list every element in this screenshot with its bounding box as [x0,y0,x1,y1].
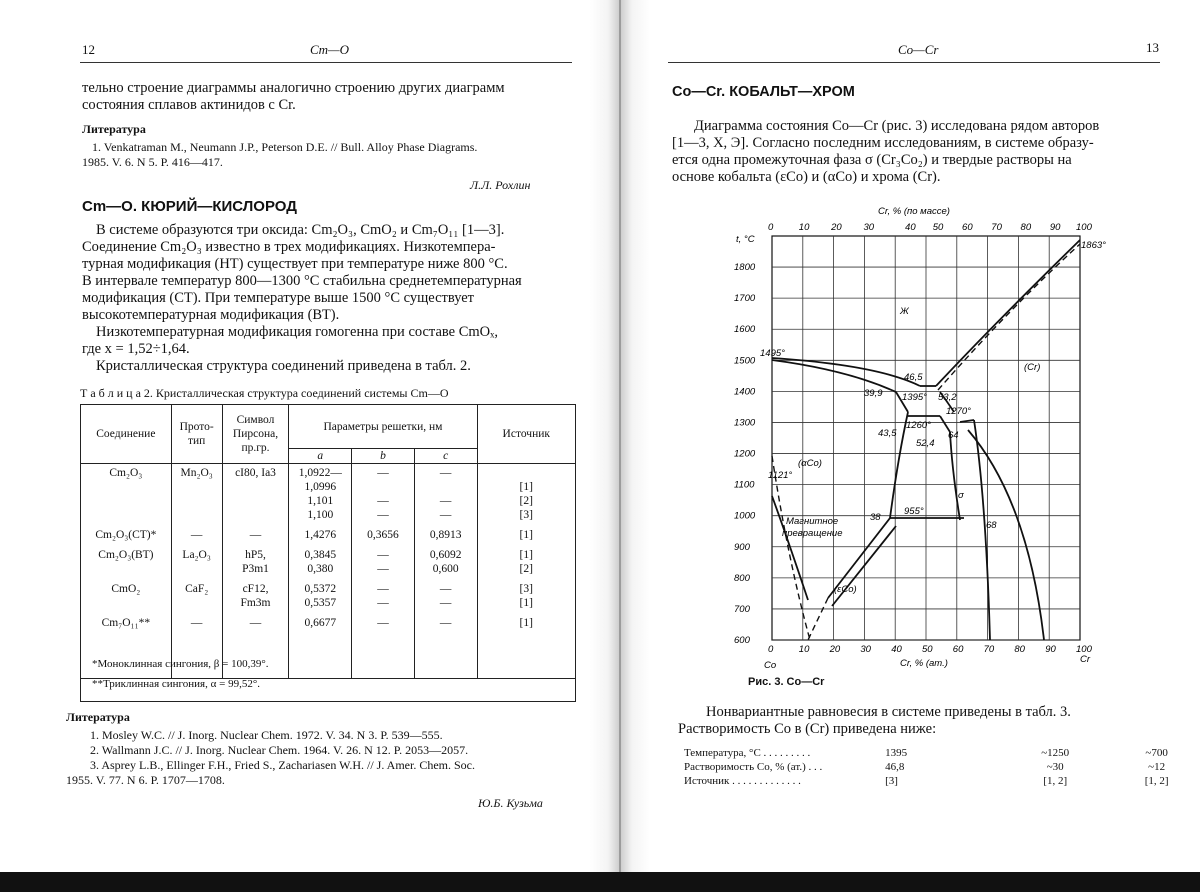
cell: ~700 [1145,747,1168,759]
label-magnetic-2: превращение [782,528,843,539]
table-cell-prototype: Mn₂O₃ [171,464,222,527]
line-1270 [960,420,974,422]
book-spine [590,0,650,892]
top-axis-title: Cr, % (по массе) [878,206,950,217]
label-39-9: 39,9 [864,388,883,399]
text-line: Низкотемпературная модификация гомогенна при составе CmOₓ, [96,324,498,340]
text-line: высокотемпературная модификация (ВТ). [82,307,340,323]
bottom-edge [0,872,1200,892]
text-line: модификация (СТ). При температуре выше 1500 °С существует [82,290,475,306]
table-cell-prototype: — [171,526,222,546]
text-line: В интервале температур 800—1300 °С стабильна среднетемпературная [82,273,522,289]
bottom-tick-label: 40 [891,644,902,655]
table-cell-source: [1] [477,614,575,679]
table-row [81,464,576,527]
label-cr-phase: (Cr) [1024,362,1041,373]
table-cell-source: [1] [477,526,575,546]
bottom-right-end: Cr [1080,654,1091,665]
bottom-tick-label: 80 [1014,644,1025,655]
left-running-head: Cm—O [310,42,350,57]
intro-line: тельно строение диаграммы аналогично строению других диаграмм [82,80,505,96]
table-cell-c: 0,8913 [414,526,477,546]
y-tick-label: 800 [734,572,750,584]
table-cell-a: 0,6677 [289,614,352,679]
cell: 1395 [885,747,908,759]
table-cell-c: — — [414,580,477,614]
table-cell-b: — [352,614,415,679]
right-page-number: 13 [1146,40,1159,55]
table-cell-compound: Cm₂O₃ [81,464,172,527]
top-tick-label: 50 [932,222,944,233]
label-53-2: 53,2 [938,392,957,403]
reference-item: 2. Wallmann J.C. // J. Inorg. Nuclear Chem. 1964. V. 26. N 12. P. 2053—2057. [90,743,469,757]
author-signature-1: Л.Л. Рохлин [470,178,531,192]
text-line: Диаграмма состояния Co—Cr (рис. 3) исследована рядом авторов [694,118,1100,134]
reference-item: 1. Mosley W.C. // J. Inorg. Nuclear Chem. 1972. V. 34. N 3. P. 539—555. [90,728,443,742]
table-cell-pearson: — [222,526,289,546]
bottom-tick-label: 70 [983,644,995,655]
y-tick-label: 600 [734,635,750,646]
after-figure-text [678,704,1158,738]
y-tick-label: 1000 [734,510,756,522]
liquidus-dashed [938,244,1080,390]
table-cell-a: 0,3845 0,380 [289,546,352,580]
sigma-left [950,432,960,520]
bottom-tick-label: 50 [922,644,933,655]
label-52-4: 52,4 [916,438,935,449]
eco-dashed [808,598,828,640]
section-title-co-cr: Co—Cr. КОБАЛЬТ—ХРОМ [672,84,855,100]
top-tick-label: 60 [962,222,973,233]
cell: [1, 2] [1144,775,1169,787]
reference-item: 1955. V. 77. N 6. P. 1707—1708. [66,773,225,787]
label-magnetic-1: Магнитное [786,516,839,527]
y-tick-label: 1800 [734,262,756,274]
table-cell-compound: Cm₂O₃(ВТ) [81,546,172,580]
label-64: 64 [948,430,959,441]
table-cell-source: [1] [2] [477,546,575,580]
literature-list-2 [66,728,566,788]
table-cell-c: — [414,614,477,679]
row-label: Источник . . . . . . . . . . . . . [684,775,801,787]
section-text-co-cr [672,118,1162,186]
y-tick-label: 1100 [734,479,755,491]
label-liquid: Ж [900,306,909,317]
top-tick-label: 90 [1049,222,1061,233]
left-header-rule [80,62,572,63]
figure-caption: Рис. 3. Co—Cr [748,676,825,688]
solubility-table [680,746,1200,788]
text-line: основе кобальта (εCo) и (αCo) и хрома (Cr). [672,169,941,185]
table-cell-c: 0,6092 0,600 [414,546,477,580]
reference-item: 1. Venkatraman M., Neumann J.P., Peterson D.E. // Bull. Alloy Phase Diagrams. [92,140,478,154]
label-1863: 1863° [1081,240,1106,251]
bottom-tick-label: 10 [798,644,810,655]
table-footnote-1: *Моноклинная сингония, β = 100,39°. [92,658,269,670]
table-cell-c: — — — [414,464,477,527]
table-row [81,580,576,614]
table-cell-b: 0,3656 [352,526,415,546]
text-line: [1—3, X, Э]. Согласно последним исследованиям, в системе образу- [672,135,1094,151]
top-tick-label: 0 [768,222,774,233]
text-line: В системе образуются три оксида: Cm₂O₃, CmO₂ и Cm₇O₁₁ [1—3]. [96,222,505,238]
label-1121: 1121° [768,470,793,481]
right-header-rule [668,62,1160,63]
label-38: 38 [870,512,881,523]
table-cell-pearson: — [222,614,289,679]
label-955: 955° [904,506,924,517]
table-cell-prototype: — [171,614,222,679]
reference-item: 1985. V. 6. N 5. P. 416—417. [82,155,223,169]
th-compound: Соединение [81,405,172,464]
label-46-5: 46,5 [904,372,923,383]
top-tick-label: 100 [1076,222,1092,233]
top-tick-label: 10 [798,222,810,233]
label-eco: (εCo) [834,584,857,595]
literature-list-1 [82,140,574,170]
label-1495: 1495° [760,348,785,359]
text-line: ется одна промежуточная фаза σ (Cr₃Co₂) и твердые растворы на [672,152,1072,168]
crystal-structure-table [80,404,576,679]
section-text-cm-o [82,222,577,375]
bottom-tick-label: 30 [860,644,871,655]
label-68: 68 [986,520,997,531]
cell: ~1250 [1041,747,1070,759]
bottom-tick-label: 90 [1045,644,1056,655]
top-tick-label: 30 [863,222,875,233]
table-cell-pearson: hP5, P3m1 [222,546,289,580]
th-c: c [414,449,477,464]
y-tick-label: 1500 [734,355,756,367]
solubility-row-source [680,774,1200,788]
bottom-tick-label: 0 [768,644,774,655]
table-cell-a: 0,5372 0,5357 [289,580,352,614]
th-b: b [352,449,415,464]
cell: ~12 [1148,761,1166,773]
y-tick-label: 1200 [734,448,756,460]
th-prototype: Прото-тип [171,405,222,464]
y-axis-title: t, °C [736,234,755,245]
bottom-tick-label: 100 [1076,644,1092,655]
table-caption: Т а б л и ц а 2. Кристаллическая структура соединений системы Cm—O [80,386,449,400]
bottom-tick-label: 20 [829,644,841,655]
label-1260: 1260° [906,420,931,431]
liquidus-cr [936,240,1080,386]
table-footnote-2: **Триклинная сингония, α = 99,52°. [92,678,260,690]
table-cell-source: [1] [2] [3] [477,464,575,527]
th-pearson: Символ Пирсона, пр.гр. [222,405,289,464]
y-tick-label: 1300 [734,417,756,429]
top-tick-label: 70 [991,222,1002,233]
text-line: турная модификация (НТ) существует при температуре ниже 800 °С. [82,256,508,272]
table-row [81,546,576,580]
bottom-left-end: Co [764,660,777,671]
phase-diagram-co-cr [728,200,1108,700]
diagram-labels [736,206,1106,671]
section-title-cm-o: Cm—O. КЮРИЙ—КИСЛОРОД [82,198,297,215]
y-tick-label: 1700 [734,293,756,305]
row-label: Растворимость Co, % (ат.) . . . [684,761,823,773]
th-params: Параметры решетки, нм [289,405,477,449]
axis-ticks [734,222,1093,655]
table-cell-compound: Cm₂O₃(СТ)* [81,526,172,546]
cell: ~30 [1046,761,1064,773]
cell: [3] [885,775,898,787]
table-cell-b: — — [352,580,415,614]
y-tick-label: 1400 [734,386,756,398]
y-tick-label: 700 [734,603,750,615]
table-cell-compound: CmO₂ [81,580,172,614]
label-1270: 1270° [946,406,971,417]
cell: 46,8 [885,761,905,773]
text-line: Кристаллическая структура соединений приведена в табл. 2. [96,358,471,374]
label-aco: (αCo) [798,458,822,469]
bottom-tick-label: 60 [952,644,964,655]
y-tick-label: 1600 [734,324,756,336]
left-page-number: 12 [82,42,95,57]
literature-heading-1: Литература [82,122,146,136]
solubility-row-temperature [680,746,1200,760]
table-cell-prototype: CaF₂ [171,580,222,614]
author-signature-2: Ю.Б. Кузьма [478,796,543,810]
literature-heading-2: Литература [66,710,130,724]
text-line: Соединение Cm₂O₃ известно в трех модификациях. Низкотемпера- [82,239,496,255]
table-cell-prototype: La₂O₃ [171,546,222,580]
text-line: Растворимость Co в (Cr) приведена ниже: [678,721,937,737]
top-tick-label: 20 [831,222,842,233]
bottom-axis-title: Cr, % (ат.) [900,658,948,669]
table-cell-compound: Cm₇O₁₁** [81,614,172,679]
right-running-head: Co—Cr [898,42,939,57]
text-line: Нонвариантные равновесия в системе приведены в табл. 3. [706,704,1071,720]
row-label: Температура, °С . . . . . . . . . [684,747,811,759]
table-cell-pearson: cF12, Fm3m [222,580,289,614]
text-line: где x = 1,52÷1,64. [82,341,190,357]
top-tick-label: 40 [905,222,916,233]
label-magnetic [782,516,842,539]
table-cell-b: — — — [352,464,415,527]
cell: [1, 2] [1043,775,1068,787]
table-cell-b: — — [352,546,415,580]
solubility-row-solubility [680,760,1200,774]
th-source: Источник [477,405,575,464]
table-cell-source: [3] [1] [477,580,575,614]
label-1395: 1395° [902,392,927,403]
liquidus-co [772,358,920,386]
intro-line: состояния сплавов актинидов с Cr. [82,97,296,113]
top-tick-label: 80 [1020,222,1032,233]
left-intro-text [82,80,574,114]
table-cell-a: 1,0922— 1,0996 1,101 1,100 [289,464,352,527]
reference-item: 3. Asprey L.B., Ellinger F.H., Fried S., Zachariasen W.H. // J. Amer. Chem. Soc. [90,758,476,772]
table-cell-pearson: cI80, Ia3 [222,464,289,527]
label-sigma: σ [958,490,964,501]
y-tick-label: 900 [734,541,750,553]
table-row [81,526,576,546]
label-43-5: 43,5 [878,428,897,439]
table-cell-a: 1,4276 [289,526,352,546]
th-a: a [289,449,352,464]
